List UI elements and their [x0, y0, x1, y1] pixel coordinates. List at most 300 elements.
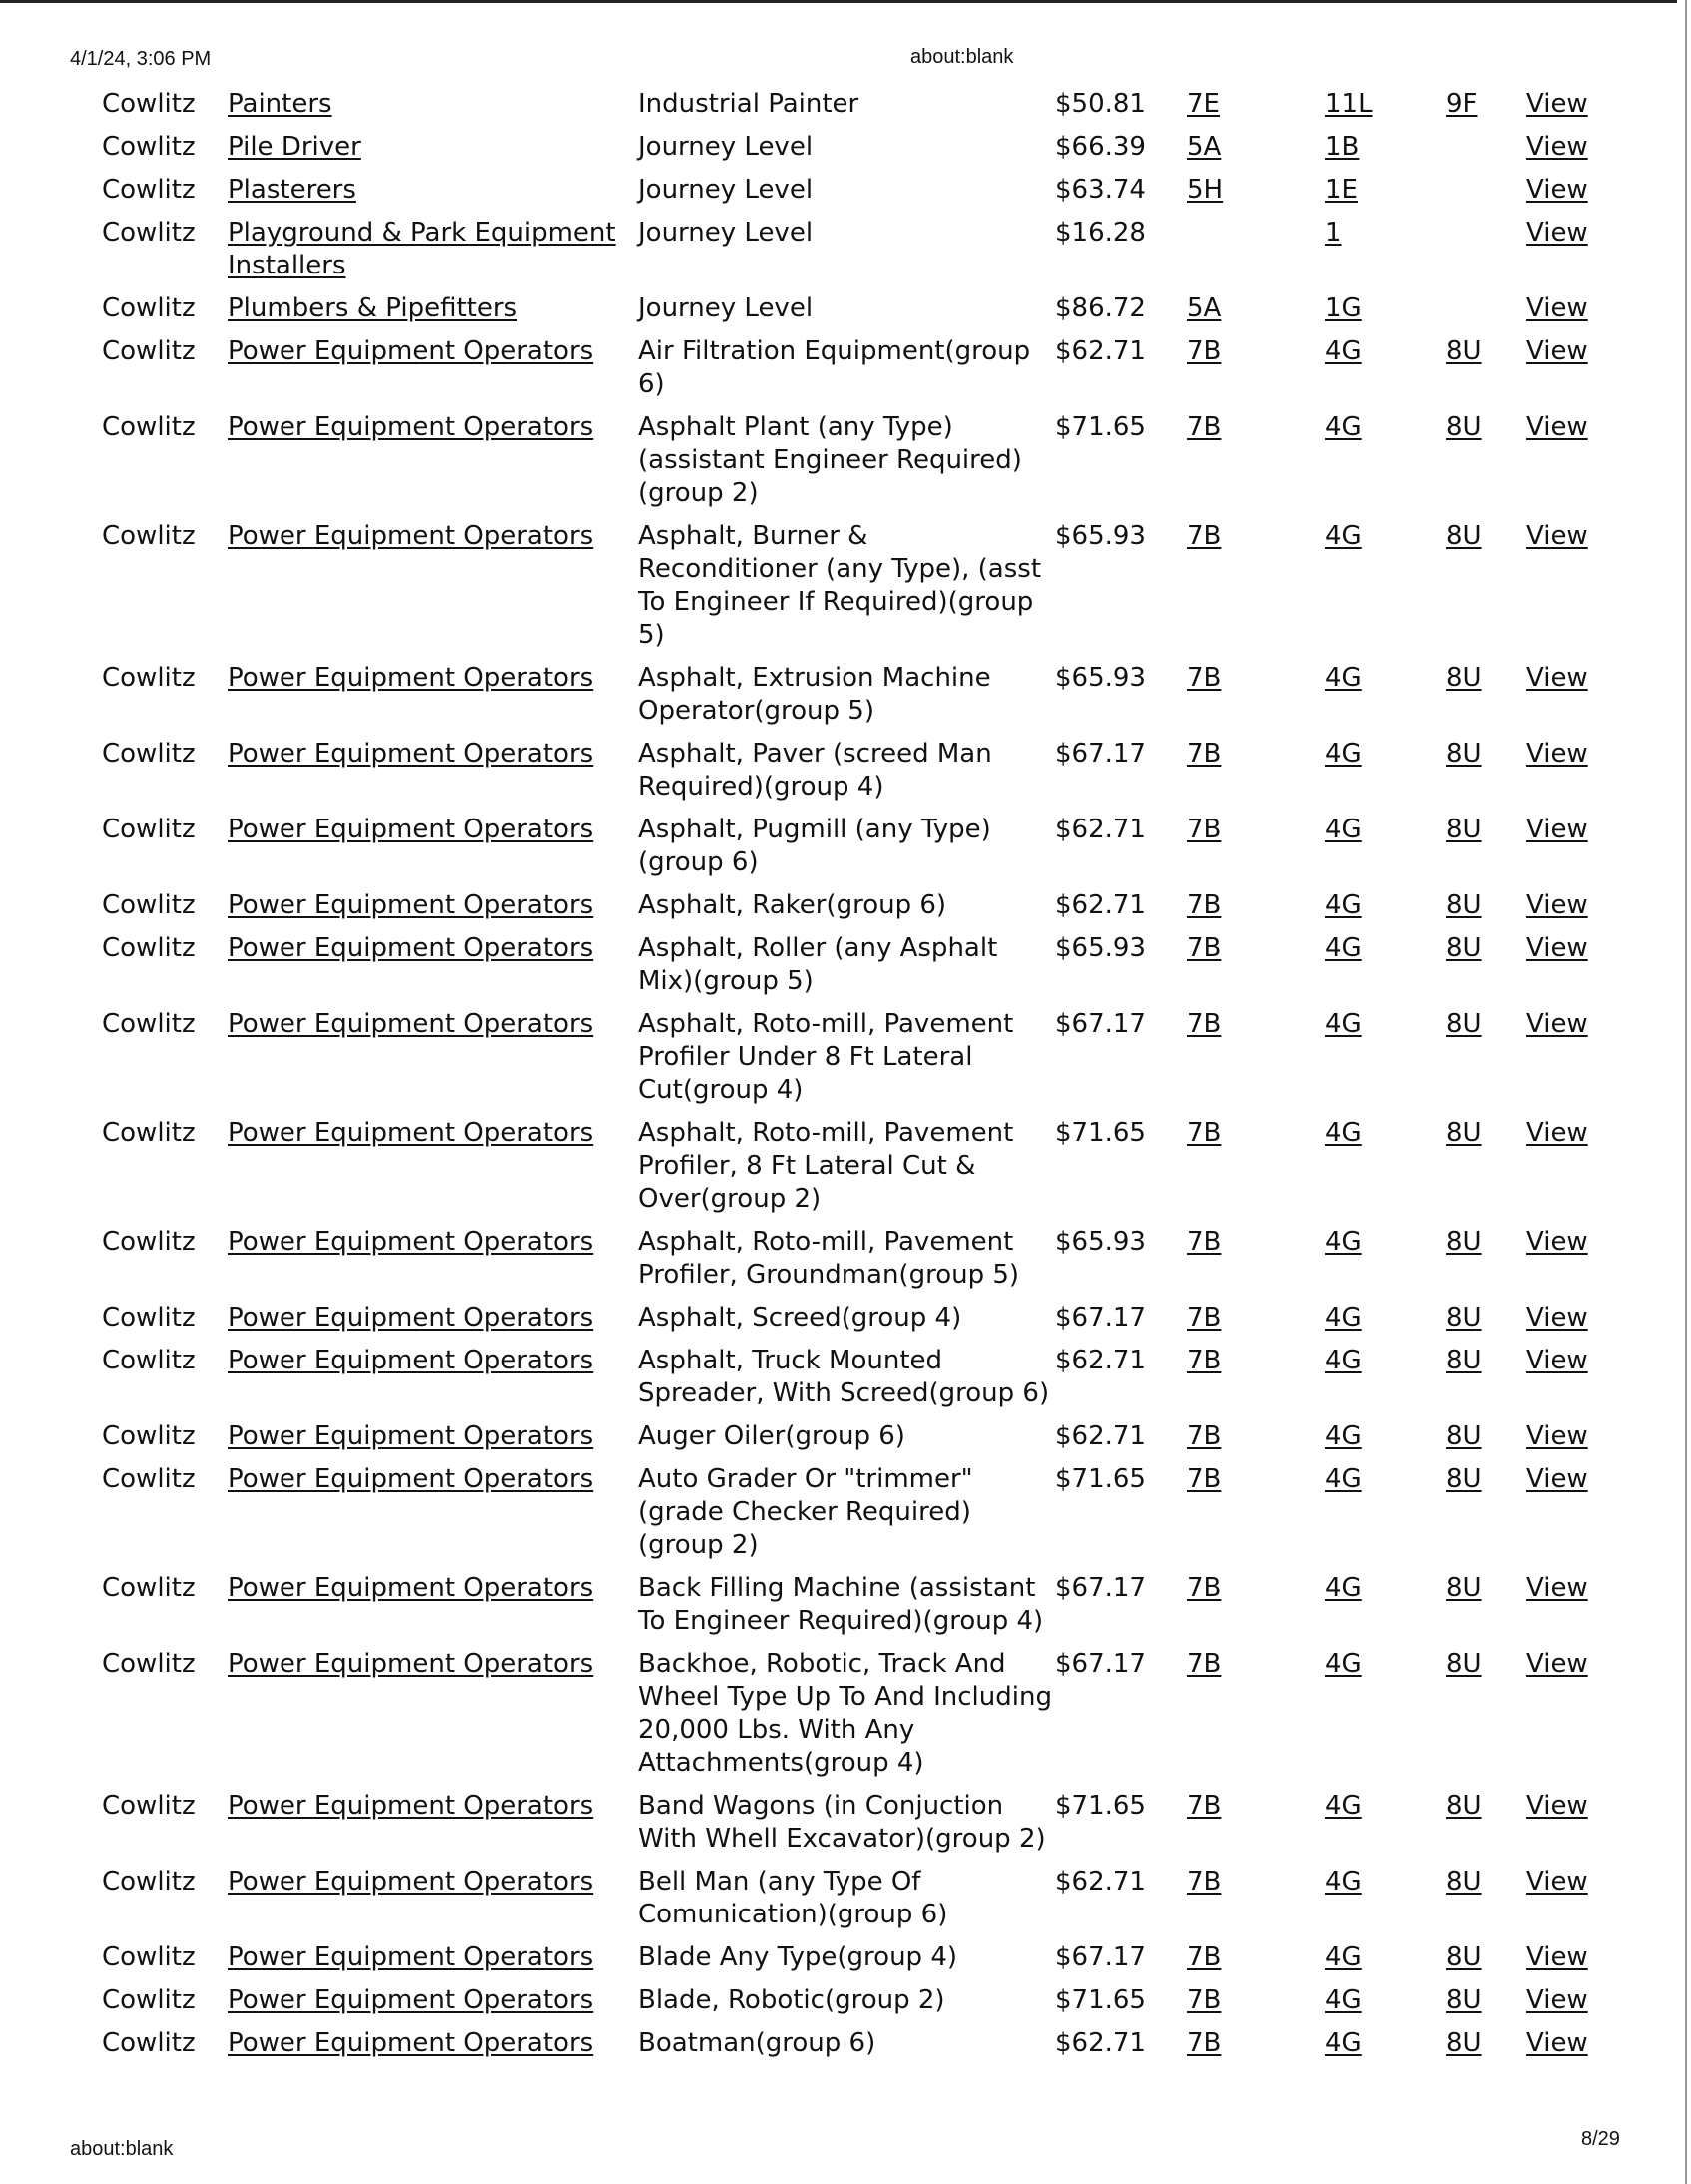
note-code-link[interactable]: 8U [1446, 815, 1482, 844]
trade-cell: Back Filling Machine (assistant To Engineer Required)(group 4) [638, 1573, 1044, 1636]
holiday-code-link[interactable]: 7B [1187, 815, 1222, 844]
wage-cell: $50.81 [1055, 89, 1146, 119]
county-cell: Cowlitz [102, 293, 196, 323]
ot-column-cell [1325, 282, 1446, 325]
table-row [92, 652, 1606, 728]
craft-link[interactable]: Power Equipment Operators [228, 1421, 594, 1451]
overtime-code-link[interactable]: 4G [1325, 1985, 1362, 2015]
hol-column-cell [1187, 652, 1325, 728]
county-cell: Cowlitz [102, 1867, 196, 1897]
view-link[interactable]: View [1526, 1227, 1588, 1257]
wage-cell: $67.17 [1055, 1009, 1146, 1039]
trade-cell: Bell Man (any Type Of Comunication)(group 6) [638, 1867, 948, 1929]
hol-column-cell [1187, 879, 1325, 922]
holiday-code-link[interactable]: 7B [1187, 890, 1222, 920]
craft-column-cell [228, 1216, 638, 1292]
view-link[interactable]: View [1526, 1346, 1588, 1375]
table-row [92, 1931, 1606, 1974]
view-link[interactable]: View [1526, 1303, 1588, 1333]
trade-cell: Blade Any Type(group 4) [638, 1942, 957, 1972]
craft-link[interactable]: Plasterers [228, 175, 356, 205]
holiday-code-link[interactable]: 7B [1187, 1464, 1222, 1494]
ot-column-cell [1325, 121, 1446, 164]
holiday-code-link[interactable]: 7B [1187, 1942, 1222, 1972]
table-row [92, 88, 1606, 121]
holiday-code-link[interactable]: 7E [1187, 89, 1220, 119]
trade-cell: Boatman(group 6) [638, 2028, 876, 2058]
table-row [92, 510, 1606, 652]
ot-column-cell [1325, 1453, 1446, 1562]
note-column-cell [1446, 1562, 1526, 1638]
craft-link[interactable]: Power Equipment Operators [228, 336, 594, 366]
overtime-code-link[interactable]: 4G [1325, 521, 1362, 551]
trade-cell: Asphalt, Pugmill (any Type) (group 6) [638, 815, 991, 877]
trade-cell: Industrial Painter [638, 89, 859, 119]
view-column-cell [1526, 164, 1606, 207]
note-column-cell [1446, 728, 1526, 804]
craft-link[interactable]: Power Equipment Operators [228, 739, 594, 769]
note-code-link[interactable]: 8U [1446, 1867, 1482, 1897]
view-link[interactable]: View [1526, 1573, 1588, 1603]
holiday-code-link[interactable]: 7B [1187, 2028, 1222, 2058]
top-border [0, 0, 1677, 3]
hol-column-cell [1187, 2017, 1325, 2060]
table-row [92, 282, 1606, 325]
note-column-cell [1446, 1453, 1526, 1562]
craft-column-cell [228, 1292, 638, 1335]
note-column-cell [1446, 1216, 1526, 1292]
hol-column-cell [1187, 325, 1325, 401]
county-cell: Cowlitz [102, 663, 196, 693]
county-cell: Cowlitz [102, 1573, 196, 1603]
view-column-cell [1526, 922, 1606, 998]
view-link[interactable]: View [1526, 933, 1588, 963]
craft-link[interactable]: Power Equipment Operators [228, 1009, 594, 1039]
wage-cell: $66.39 [1055, 132, 1146, 162]
hol-column-cell [1187, 1410, 1325, 1453]
craft-link[interactable]: Power Equipment Operators [228, 1346, 594, 1375]
craft-link[interactable]: Plumbers & Pipefitters [228, 293, 518, 323]
overtime-code-link[interactable]: 4G [1325, 663, 1362, 693]
craft-link[interactable]: Pile Driver [228, 132, 361, 162]
wage-cell: $67.17 [1055, 1573, 1146, 1603]
view-link[interactable]: View [1526, 89, 1588, 119]
craft-link[interactable]: Power Equipment Operators [228, 933, 594, 963]
page-title: about:blank [910, 46, 1014, 68]
note-column-cell [1446, 207, 1526, 282]
view-column-cell [1526, 88, 1606, 121]
craft-link[interactable]: Power Equipment Operators [228, 663, 594, 693]
hol-column-cell [1187, 1453, 1325, 1562]
view-column-cell [1526, 207, 1606, 282]
note-code-link[interactable]: 8U [1446, 1942, 1482, 1972]
view-column-cell [1526, 282, 1606, 325]
view-link[interactable]: View [1526, 293, 1588, 323]
note-code-link[interactable]: 8U [1446, 1009, 1482, 1039]
holiday-code-link[interactable]: 7B [1187, 1421, 1222, 1451]
trade-cell: Air Filtration Equipment(group 6) [638, 336, 1031, 399]
table-row [92, 1453, 1606, 1562]
holiday-code-link[interactable]: 7B [1187, 1867, 1222, 1897]
county-cell: Cowlitz [102, 739, 196, 769]
view-link[interactable]: View [1526, 1421, 1588, 1451]
hol-column-cell [1187, 1974, 1325, 2017]
table-row [92, 325, 1606, 401]
wage-cell: $62.71 [1055, 1346, 1146, 1375]
county-cell: Cowlitz [102, 1649, 196, 1679]
holiday-code-link[interactable]: 7B [1187, 1985, 1222, 2015]
craft-link[interactable]: Power Equipment Operators [228, 1573, 594, 1603]
craft-column-cell [228, 879, 638, 922]
county-cell: Cowlitz [102, 1227, 196, 1257]
holiday-code-link[interactable]: 7B [1187, 1649, 1222, 1679]
note-code-link[interactable]: 8U [1446, 933, 1482, 963]
craft-column-cell [228, 1856, 638, 1931]
hol-column-cell [1187, 1562, 1325, 1638]
note-column-cell [1446, 1974, 1526, 2017]
overtime-code-link[interactable]: 4G [1325, 1346, 1362, 1375]
note-column-cell [1446, 2017, 1526, 2060]
note-column-cell [1446, 1638, 1526, 1780]
wage-cell: $65.93 [1055, 1227, 1146, 1257]
craft-link[interactable]: Playground & Park Equipment Installers [228, 218, 616, 280]
county-cell: Cowlitz [102, 1942, 196, 1972]
holiday-code-link[interactable]: 7B [1187, 1791, 1222, 1821]
note-column-cell [1446, 1107, 1526, 1216]
ot-column-cell [1325, 1974, 1446, 2017]
overtime-code-link[interactable]: 4G [1325, 815, 1362, 844]
ot-column-cell [1325, 922, 1446, 998]
note-column-cell [1446, 164, 1526, 207]
overtime-code-link[interactable]: 4G [1325, 1867, 1362, 1897]
view-link[interactable]: View [1526, 2028, 1588, 2058]
craft-column-cell [228, 325, 638, 401]
view-link[interactable]: View [1526, 815, 1588, 844]
view-link[interactable]: View [1526, 1867, 1588, 1897]
holiday-code-link[interactable]: 7B [1187, 521, 1222, 551]
ot-column-cell [1325, 401, 1446, 510]
ot-column-cell [1325, 998, 1446, 1107]
craft-column-cell [228, 2017, 638, 2060]
holiday-code-link[interactable]: 7B [1187, 1227, 1222, 1257]
county-cell: Cowlitz [102, 1464, 196, 1494]
trade-cell: Auger Oiler(group 6) [638, 1421, 905, 1451]
ot-column-cell [1325, 164, 1446, 207]
table-row [92, 1856, 1606, 1931]
note-code-link[interactable]: 8U [1446, 1649, 1482, 1679]
county-cell: Cowlitz [102, 1303, 196, 1333]
wage-cell: $71.65 [1055, 1464, 1146, 1494]
wage-cell: $67.17 [1055, 739, 1146, 769]
ot-column-cell [1325, 325, 1446, 401]
right-border [1685, 0, 1687, 2184]
note-code-link[interactable]: 8U [1446, 521, 1482, 551]
wage-cell: $71.65 [1055, 1985, 1146, 2015]
overtime-code-link[interactable]: 4G [1325, 1464, 1362, 1494]
note-code-link[interactable]: 8U [1446, 1346, 1482, 1375]
note-column-cell [1446, 88, 1526, 121]
hol-column-cell [1187, 1216, 1325, 1292]
hol-column-cell [1187, 510, 1325, 652]
note-code-link[interactable]: 8U [1446, 1118, 1482, 1148]
view-column-cell [1526, 401, 1606, 510]
craft-link[interactable]: Power Equipment Operators [228, 521, 594, 551]
note-column-cell [1446, 1410, 1526, 1453]
view-link[interactable]: View [1526, 336, 1588, 366]
overtime-code-link[interactable]: 1 [1325, 218, 1342, 248]
note-column-cell [1446, 652, 1526, 728]
overtime-code-link[interactable]: 1G [1325, 293, 1362, 323]
county-cell: Cowlitz [102, 412, 196, 442]
table-row [92, 164, 1606, 207]
craft-column-cell [228, 1780, 638, 1856]
hol-column-cell [1187, 804, 1325, 879]
table-row [92, 401, 1606, 510]
trade-cell: Backhoe, Robotic, Track And Wheel Type Up To And Including 20,000 Lbs. With Any Attachments(group 4) [638, 1649, 1052, 1778]
overtime-code-link[interactable]: 4G [1325, 933, 1362, 963]
table-row [92, 207, 1606, 282]
note-column-cell [1446, 325, 1526, 401]
hol-column-cell [1187, 728, 1325, 804]
craft-link[interactable]: Power Equipment Operators [228, 1942, 594, 1972]
note-column-cell [1446, 804, 1526, 879]
note-code-link[interactable]: 8U [1446, 1227, 1482, 1257]
note-column-cell [1446, 401, 1526, 510]
ot-column-cell [1325, 1856, 1446, 1931]
craft-link[interactable]: Power Equipment Operators [228, 1985, 594, 2015]
table-row [92, 1335, 1606, 1410]
note-code-link[interactable]: 8U [1446, 1303, 1482, 1333]
view-column-cell [1526, 1638, 1606, 1780]
trade-cell: Auto Grader Or "trimmer" (grade Checker Required) (group 2) [638, 1464, 973, 1560]
trade-cell: Journey Level [638, 293, 814, 323]
table-row [92, 922, 1606, 998]
note-code-link[interactable]: 9F [1446, 89, 1478, 119]
view-column-cell [1526, 1931, 1606, 1974]
view-link[interactable]: View [1526, 175, 1588, 205]
craft-link[interactable]: Power Equipment Operators [228, 1791, 594, 1821]
overtime-code-link[interactable]: 4G [1325, 1303, 1362, 1333]
wage-cell: $63.74 [1055, 175, 1146, 205]
trade-cell: Asphalt, Truck Mounted Spreader, With Screed(group 6) [638, 1346, 1050, 1408]
overtime-code-link[interactable]: 1B [1325, 132, 1360, 162]
prevailing-wage-table [92, 88, 1606, 2060]
wage-cell: $65.93 [1055, 933, 1146, 963]
note-code-link[interactable]: 8U [1446, 1985, 1482, 2015]
hol-column-cell [1187, 121, 1325, 164]
craft-link[interactable]: Painters [228, 89, 332, 119]
holiday-code-link[interactable]: 5H [1187, 175, 1224, 205]
craft-link[interactable]: Power Equipment Operators [228, 2028, 594, 2058]
note-column-cell [1446, 510, 1526, 652]
overtime-code-link[interactable]: 4G [1325, 890, 1362, 920]
view-link[interactable]: View [1526, 1649, 1588, 1679]
hol-column-cell [1187, 1638, 1325, 1780]
hol-column-cell [1187, 1335, 1325, 1410]
craft-column-cell [228, 510, 638, 652]
wage-cell: $86.72 [1055, 293, 1146, 323]
wage-cell: $62.71 [1055, 890, 1146, 920]
overtime-code-link[interactable]: 4G [1325, 1118, 1362, 1148]
craft-link[interactable]: Power Equipment Operators [228, 412, 594, 442]
note-column-cell [1446, 1780, 1526, 1856]
craft-column-cell [228, 1453, 638, 1562]
table-row [92, 1562, 1606, 1638]
overtime-code-link[interactable]: 1E [1325, 175, 1358, 205]
trade-cell: Journey Level [638, 175, 814, 205]
holiday-code-link[interactable]: 7B [1187, 1009, 1222, 1039]
county-cell: Cowlitz [102, 218, 196, 248]
county-cell: Cowlitz [102, 1985, 196, 2015]
holiday-code-link[interactable]: 7B [1187, 663, 1222, 693]
overtime-code-link[interactable]: 4G [1325, 412, 1362, 442]
trade-cell: Asphalt, Roto-mill, Pavement Profiler, Groundman(group 5) [638, 1227, 1020, 1290]
view-column-cell [1526, 121, 1606, 164]
view-column-cell [1526, 652, 1606, 728]
county-cell: Cowlitz [102, 890, 196, 920]
view-column-cell [1526, 1107, 1606, 1216]
note-code-link[interactable]: 8U [1446, 663, 1482, 693]
hol-column-cell [1187, 401, 1325, 510]
county-cell: Cowlitz [102, 1118, 196, 1148]
wage-cell: $71.65 [1055, 1791, 1146, 1821]
trade-cell: Asphalt, Burner & Reconditioner (any Type), (asst To Engineer If Required)(group 5) [638, 521, 1042, 650]
view-link[interactable]: View [1526, 1791, 1588, 1821]
note-code-link[interactable]: 8U [1446, 412, 1482, 442]
craft-link[interactable]: Power Equipment Operators [228, 1464, 594, 1494]
note-code-link[interactable]: 8U [1446, 1421, 1482, 1451]
craft-column-cell [228, 998, 638, 1107]
trade-cell: Asphalt, Raker(group 6) [638, 890, 947, 920]
note-column-cell [1446, 998, 1526, 1107]
view-link[interactable]: View [1526, 1464, 1588, 1494]
wage-cell: $62.71 [1055, 815, 1146, 844]
craft-column-cell [228, 1107, 638, 1216]
holiday-code-link[interactable]: 5A [1187, 293, 1222, 323]
craft-link[interactable]: Power Equipment Operators [228, 1227, 594, 1257]
view-link[interactable]: View [1526, 739, 1588, 769]
table-row [92, 2017, 1606, 2060]
wage-cell: $16.28 [1055, 218, 1146, 248]
overtime-code-link[interactable]: 4G [1325, 1942, 1362, 1972]
county-cell: Cowlitz [102, 336, 196, 366]
craft-link[interactable]: Power Equipment Operators [228, 815, 594, 844]
hol-column-cell [1187, 164, 1325, 207]
craft-link[interactable]: Power Equipment Operators [228, 1303, 594, 1333]
note-column-cell [1446, 121, 1526, 164]
note-code-link[interactable]: 8U [1446, 1464, 1482, 1494]
view-link[interactable]: View [1526, 1118, 1588, 1148]
ot-column-cell [1325, 652, 1446, 728]
view-column-cell [1526, 1856, 1606, 1931]
view-link[interactable]: View [1526, 663, 1588, 693]
ot-column-cell [1325, 1410, 1446, 1453]
trade-cell: Asphalt, Roto-mill, Pavement Profiler, 8 Ft Lateral Cut & Over(group 2) [638, 1118, 1014, 1214]
note-code-link[interactable]: 8U [1446, 739, 1482, 769]
overtime-code-link[interactable]: 4G [1325, 739, 1362, 769]
view-link[interactable]: View [1526, 1009, 1588, 1039]
craft-column-cell [228, 1638, 638, 1780]
view-column-cell [1526, 510, 1606, 652]
trade-cell: Band Wagons (in Conjuction With Whell Excavator)(group 2) [638, 1791, 1046, 1854]
view-column-cell [1526, 1292, 1606, 1335]
overtime-code-link[interactable]: 4G [1325, 1573, 1362, 1603]
hol-column-cell [1187, 88, 1325, 121]
overtime-code-link[interactable]: 4G [1325, 2028, 1362, 2058]
holiday-code-link[interactable]: 5A [1187, 132, 1222, 162]
ot-column-cell [1325, 879, 1446, 922]
overtime-code-link[interactable]: 11L [1325, 89, 1373, 119]
craft-link[interactable]: Power Equipment Operators [228, 1649, 594, 1679]
view-column-cell [1526, 2017, 1606, 2060]
table-row [92, 1410, 1606, 1453]
holiday-code-link[interactable]: 7B [1187, 412, 1222, 442]
ot-column-cell [1325, 510, 1446, 652]
hol-column-cell [1187, 1780, 1325, 1856]
craft-link[interactable]: Power Equipment Operators [228, 1867, 594, 1897]
overtime-code-link[interactable]: 4G [1325, 1009, 1362, 1039]
wage-cell: $67.17 [1055, 1303, 1146, 1333]
craft-link[interactable]: Power Equipment Operators [228, 890, 594, 920]
holiday-code-link[interactable]: 7B [1187, 1303, 1222, 1333]
craft-column-cell [228, 401, 638, 510]
view-link[interactable]: View [1526, 412, 1588, 442]
hol-column-cell [1187, 207, 1325, 282]
note-code-link[interactable]: 8U [1446, 1573, 1482, 1603]
holiday-code-link[interactable]: 7B [1187, 1118, 1222, 1148]
holiday-code-link[interactable]: 7B [1187, 1573, 1222, 1603]
view-column-cell [1526, 728, 1606, 804]
overtime-code-link[interactable]: 4G [1325, 1227, 1362, 1257]
holiday-code-link[interactable]: 7B [1187, 1346, 1222, 1375]
overtime-code-link[interactable]: 4G [1325, 1791, 1362, 1821]
ot-column-cell [1325, 88, 1446, 121]
view-link[interactable]: View [1526, 890, 1588, 920]
craft-column-cell [228, 728, 638, 804]
county-cell: Cowlitz [102, 521, 196, 551]
note-code-link[interactable]: 8U [1446, 2028, 1482, 2058]
county-cell: Cowlitz [102, 815, 196, 844]
view-column-cell [1526, 325, 1606, 401]
view-link[interactable]: View [1526, 1985, 1588, 2015]
view-link[interactable]: View [1526, 1942, 1588, 1972]
note-code-link[interactable]: 8U [1446, 336, 1482, 366]
holiday-code-link[interactable]: 7B [1187, 739, 1222, 769]
note-code-link[interactable]: 8U [1446, 890, 1482, 920]
view-link[interactable]: View [1526, 132, 1588, 162]
craft-column-cell [228, 804, 638, 879]
county-cell: Cowlitz [102, 1346, 196, 1375]
wage-cell: $67.17 [1055, 1649, 1146, 1679]
table-row [92, 1107, 1606, 1216]
view-link[interactable]: View [1526, 218, 1588, 248]
note-code-link[interactable]: 8U [1446, 1791, 1482, 1821]
wage-table-body [92, 88, 1606, 2060]
hol-column-cell [1187, 1931, 1325, 1974]
craft-link[interactable]: Power Equipment Operators [228, 1118, 594, 1148]
overtime-code-link[interactable]: 4G [1325, 336, 1362, 366]
holiday-code-link[interactable]: 7B [1187, 336, 1222, 366]
overtime-code-link[interactable]: 4G [1325, 1421, 1362, 1451]
view-link[interactable]: View [1526, 521, 1588, 551]
view-column-cell [1526, 1410, 1606, 1453]
table-row [92, 121, 1606, 164]
hol-column-cell [1187, 1292, 1325, 1335]
holiday-code-link[interactable]: 7B [1187, 933, 1222, 963]
overtime-code-link[interactable]: 4G [1325, 1649, 1362, 1679]
county-cell: Cowlitz [102, 1791, 196, 1821]
view-column-cell [1526, 1335, 1606, 1410]
